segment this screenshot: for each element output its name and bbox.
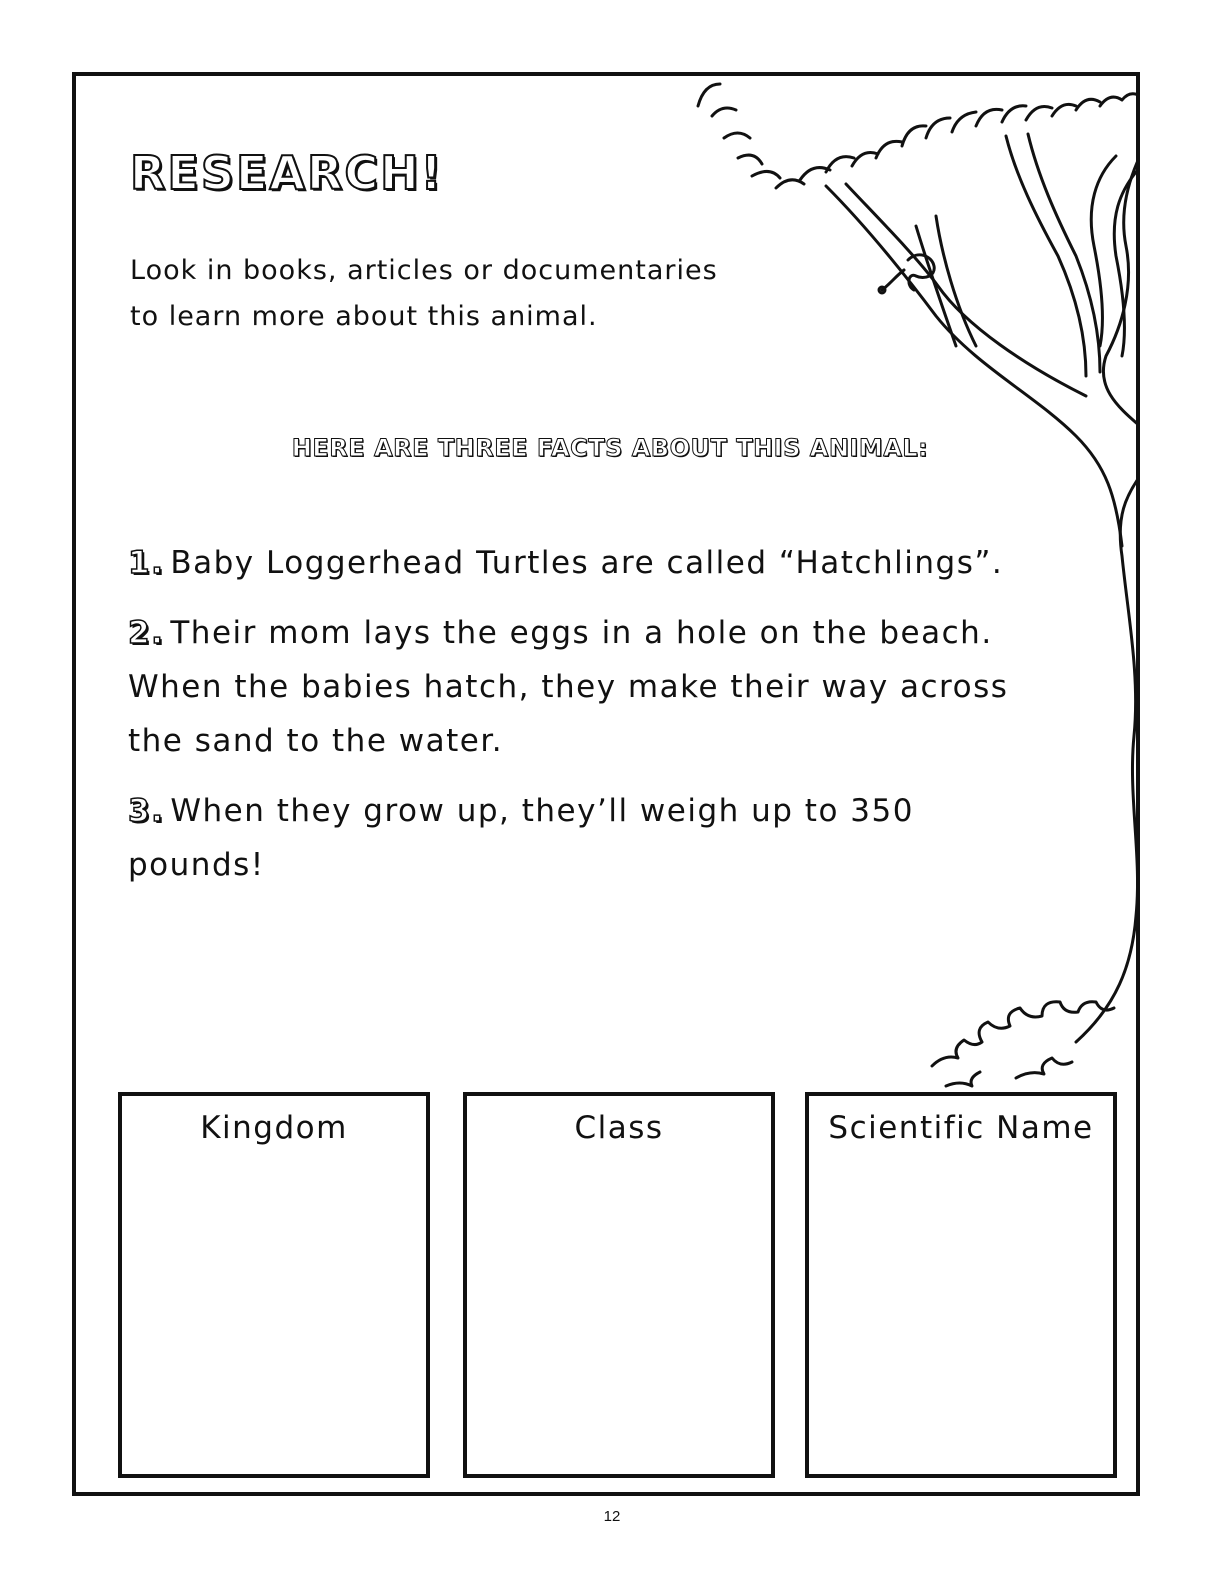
fact-item xyxy=(128,536,1028,590)
fact-text: When they grow up, they’ll weigh up to 350 pounds! xyxy=(128,793,914,883)
facts-list xyxy=(128,536,1028,908)
fact-number: 3. xyxy=(128,793,165,829)
fact-item xyxy=(128,784,1028,892)
instructions xyxy=(130,248,770,340)
page-title: RESEARCH! xyxy=(130,146,444,200)
class-label: Class xyxy=(574,1110,664,1146)
class-box[interactable] xyxy=(463,1092,775,1478)
fact-text: Baby Loggerhead Turtles are called “Hatchlings”. xyxy=(170,545,1004,581)
instructions-line-1: Look in books, articles or documentaries xyxy=(130,255,718,286)
scientific-name-label: Scientific Name xyxy=(828,1110,1094,1146)
instructions-line-2: to learn more about this animal. xyxy=(130,301,598,332)
worksheet-frame xyxy=(72,72,1140,1496)
kingdom-box[interactable] xyxy=(118,1092,430,1478)
fact-item xyxy=(128,606,1028,768)
fact-number: 1. xyxy=(128,545,165,581)
fact-number: 2. xyxy=(128,615,165,651)
facts-heading: HERE ARE THREE FACTS ABOUT THIS ANIMAL: xyxy=(291,434,929,462)
kingdom-label: Kingdom xyxy=(200,1110,348,1146)
scientific-name-box[interactable] xyxy=(805,1092,1117,1478)
page-number: 12 xyxy=(603,1508,621,1525)
fact-text: Their mom lays the eggs in a hole on the beach. When the babies hatch, they make their way across the sand to the water. xyxy=(128,615,1009,759)
